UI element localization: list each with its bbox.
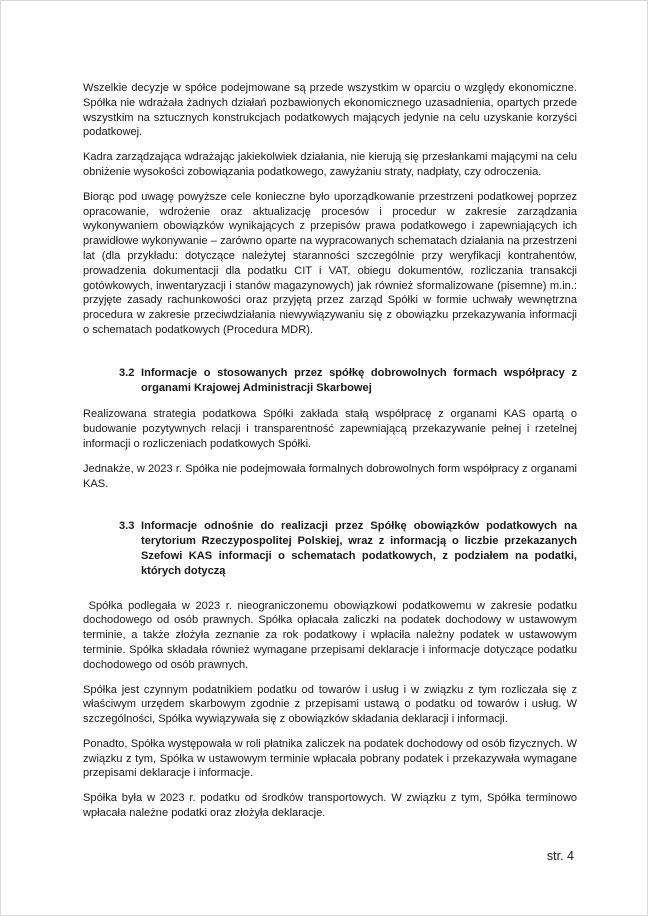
paragraph: Wszelkie decyzje w spółce podejmowane są przede wszystkim w oparciu o względy ekonomiczne. Spółka nie wdrażała żadnych działań pozbawionych ekonomicznego uzasadnienia, opartych przede wszystkim na sztucznych konstrukcjach podatkowych mających jedynie na celu uzyskanie korzyści podatkowej. — [83, 82, 577, 139]
paragraph: Ponadto, Spółka występowała w roli płatnika zaliczek na podatek dochodowy od osób fizycznych. W związku z tym, Spółka w ustawowym terminie wpłacała pobrany podatek i przekazywała wymagane przepisami deklaracje i informacje. — [83, 737, 577, 780]
paragraph: Biorąc pod uwagę powyższe cele konieczne było uporządkowanie przestrzeni podatkowej poprzez opracowanie, wdrożenie oraz aktualizację procesów i procedur w zakresie zarządzania wykonywaniem obowiązków wynikających z przepisów prawa podatkowego i zapewniających ich prawidłowe wykonywanie – zarówno oparte na wypracowanych schematach działania na przestrzeni lat (dla przykładu: dotyczące należytej staranności szczególnie przy weryfikacji kontrahentów, prowadzenia dokumentacji dla podatku CIT i VAT, obiegu dokumentów, rozliczania transakcji gotówkowych, inwentaryzacji i stanów magazynowych) jak również sformalizowane (pisemne) m.in.: przyjęte zasady rachunkowości oraz przyjętą przez zarząd Spółki w formie uchwały wewnętrzna procedura w zakresie przeciwdziałania niewywiązywaniu się z obowiązku przekazywania informacji o schematach podatkowych (Procedura MDR). — [83, 190, 577, 336]
section-title: Informacje o stosowanych przez spółkę dobrowolnych formach współpracy z organami Krajowej Administracji Skarbowej — [141, 366, 577, 394]
section-number: 3.2 — [119, 366, 135, 379]
paragraph: Jednakże, w 2023 r. Spółka nie podejmowała formalnych dobrowolnych form współpracy z organami KAS. — [83, 462, 577, 490]
section-heading-3-2 — [83, 366, 577, 396]
page-number: str. 4 — [546, 849, 574, 863]
paragraph: Spółka podlegała w 2023 r. nieograniczonemu obowiązkowi podatkowemu w zakresie podatku dochodowego od osób prawnych. Spółka opłacała zaliczki na podatek dochodowy w ustawowym terminie, a także złożyła zeznanie za rok podatkowy i wpłaciła należny podatek w ustawowym terminie. Spółka składała również wymagane przepisami deklaracje i informacje dotyczące podatku dochodowego od osób prawnych. — [83, 599, 581, 671]
paragraph: Kadra zarządzająca wdrażając jakiekolwiek działania, nie kierują się przesłankami mającymi na celu obniżenie wysokości zobowiązania podatkowego, zawyżaniu straty, nadpłaty, czy odroczenia. — [83, 151, 577, 178]
paragraph: Spółka była w 2023 r. podatku od środków transportowych. W związku z tym, Spółka terminowo wpłacała należne podatki oraz złożyła deklaracje. — [83, 792, 577, 820]
paragraph: Spółka jest czynnym podatnikiem podatku od towarów i usług i w związku z tym rozliczała się z właściwym urzędem skarbowym zgodnie z przepisami ustawą o podatku od towarów i usług. W szczególności, Spółka wywiązywała się z obowiązków składania deklaracji i informacji. — [83, 683, 577, 726]
page-content — [83, 81, 581, 831]
section-heading-3-3 — [83, 519, 577, 578]
section-title: Informacje odnośnie do realizacji przez Spółkę obowiązków podatkowych na terytorium Rzeczypospolitej Polskiej, wraz z informacją o liczbie przekazanych Szefowi KAS informacji o schematach podatkowych, z podziałem na podatki, których dotyczą — [141, 520, 577, 577]
section-number: 3.3 — [119, 520, 135, 533]
paragraph: Realizowana strategia podatkowa Spółki zakłada stałą współpracę z organami KAS opartą o budowanie pozytywnych relacji i transparentność zapewniającą przekazywanie pełnej i rzetelnej informacji o rozliczeniach podatkowych Spółki. — [83, 408, 577, 450]
